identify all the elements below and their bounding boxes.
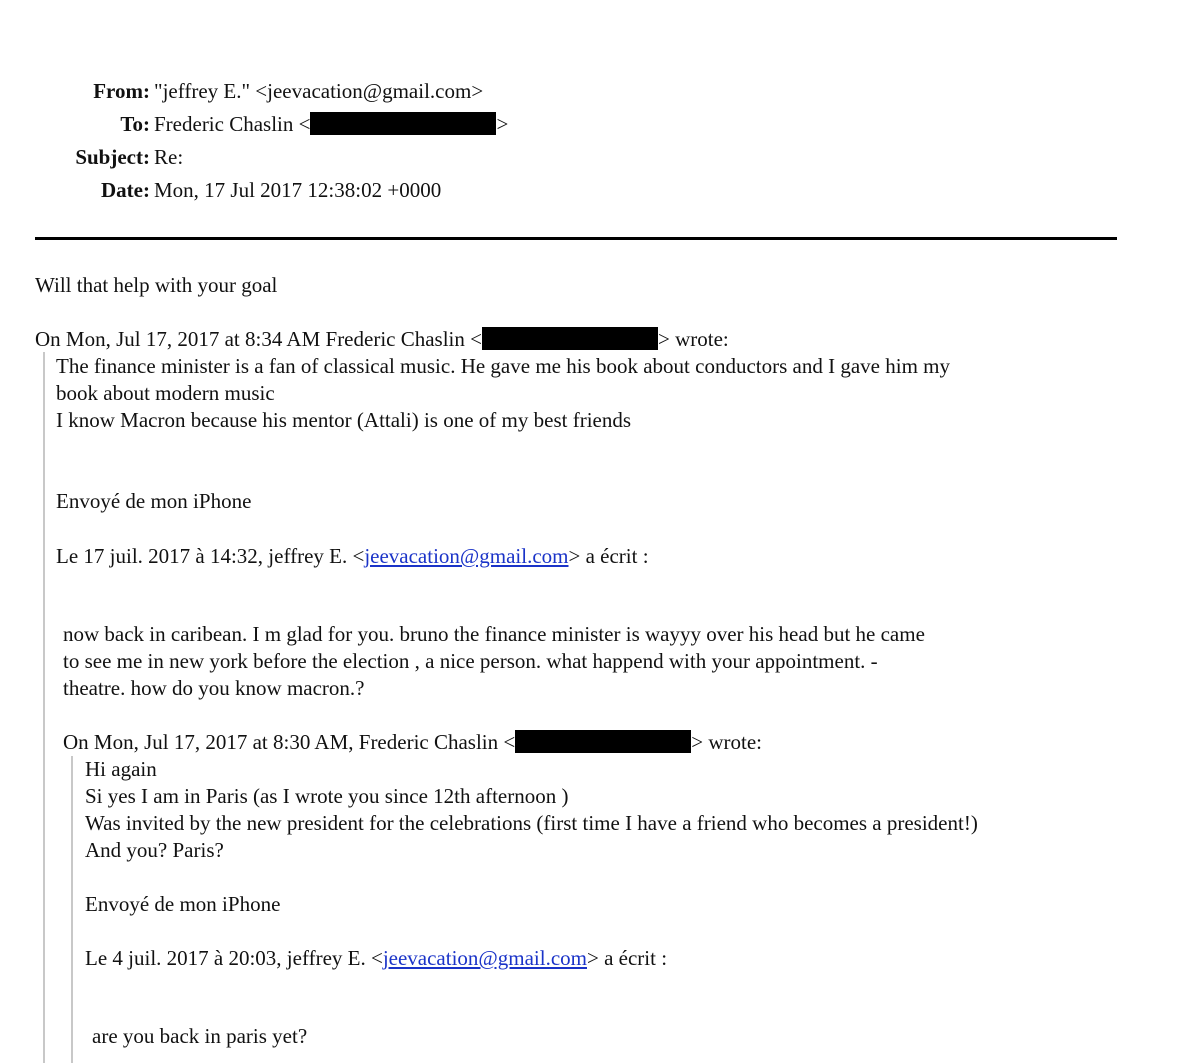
attribution-end: > a écrit :: [568, 544, 649, 568]
subject-value: Re:: [154, 145, 184, 169]
quote-line: theatre. how do you know macron.?: [63, 676, 365, 700]
quote-bar: [43, 352, 45, 1063]
attribution-text: Le 4 juil. 2017 à 20:03, jeffrey E. <: [85, 946, 383, 970]
attribution-text: On Mon, Jul 17, 2017 at 8:34 AM Frederic Chaslin <: [35, 327, 482, 351]
reply-text: Will that help with your goal: [35, 273, 278, 297]
quote-attribution: [63, 729, 762, 755]
attribution-text: Le 17 juil. 2017 à 14:32, jeffrey E. <: [56, 544, 365, 568]
attribution-end: > a écrit :: [587, 946, 668, 970]
quote-line: Hi again: [85, 757, 157, 781]
quote-line: now back in caribean. I m glad for you. bruno the finance minister is wayyy over his head but he came: [63, 622, 925, 646]
to-name: Frederic Chaslin <: [154, 112, 311, 136]
redaction-bar: [515, 730, 691, 753]
redaction-bar: [310, 112, 496, 135]
to-value: [154, 111, 508, 137]
quote-bar: [71, 756, 73, 1063]
header-divider: [35, 237, 1117, 240]
quote-line: I know Macron because his mentor (Attali) is one of my best friends: [56, 408, 632, 432]
to-close: >: [496, 112, 509, 136]
date-value: Mon, 17 Jul 2017 12:38:02 +0000: [154, 178, 442, 202]
quote-line: book about modern music: [56, 381, 275, 405]
email-link[interactable]: jeevacation@gmail.com: [382, 946, 587, 970]
sent-from-iphone: Envoyé de mon iPhone: [85, 892, 281, 916]
quote-line: Si yes I am in Paris (as I wrote you since 12th afternoon ): [85, 784, 569, 808]
to-label: To:: [120, 112, 150, 136]
quote-line: The finance minister is a fan of classical music. He gave me his book about conductors and I gave him my: [56, 354, 950, 378]
from-label: From:: [93, 79, 150, 103]
quote-line: to see me in new york before the election , a nice person. what happend with your appointment. -: [63, 649, 878, 673]
subject-label: Subject:: [75, 145, 150, 169]
quote-attribution: [35, 326, 729, 352]
quote-line: are you back in paris yet?: [92, 1024, 308, 1048]
quote-line: And you? Paris?: [85, 838, 224, 862]
attribution-end: > wrote:: [691, 730, 762, 754]
email-link[interactable]: jeevacation@gmail.com: [364, 544, 569, 568]
redaction-bar: [482, 327, 658, 350]
sent-from-iphone: Envoyé de mon iPhone: [56, 489, 252, 513]
attribution-text: On Mon, Jul 17, 2017 at 8:30 AM, Frederic Chaslin <: [63, 730, 516, 754]
from-value: "jeffrey E." <jeevacation@gmail.com>: [154, 79, 484, 103]
date-label: Date:: [101, 178, 150, 202]
quote-line: Was invited by the new president for the celebrations (first time I have a friend who becomes a president!): [85, 811, 978, 835]
quote-attribution: [56, 543, 649, 569]
quote-attribution: [85, 945, 667, 971]
attribution-end: > wrote:: [658, 327, 729, 351]
